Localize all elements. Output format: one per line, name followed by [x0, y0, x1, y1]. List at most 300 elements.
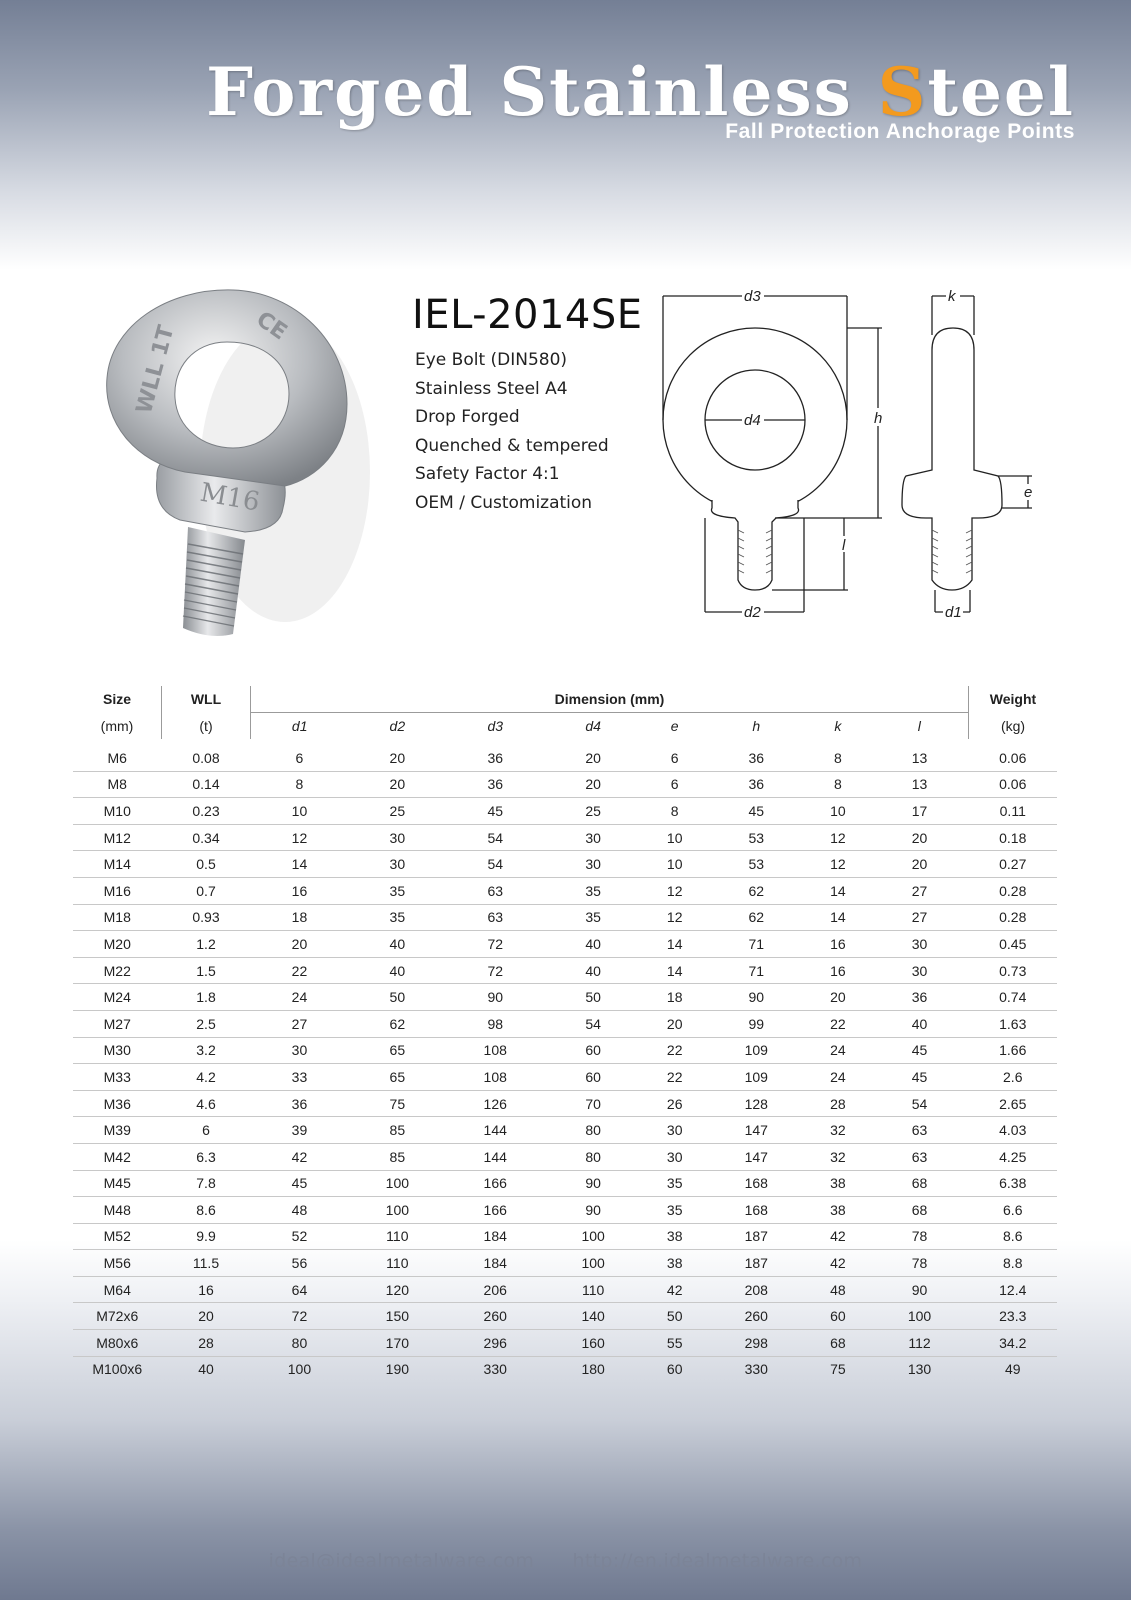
table-cell: 110 — [348, 1223, 446, 1250]
table-cell: 99 — [707, 1010, 805, 1037]
table-cell: 0.27 — [969, 851, 1058, 878]
table-cell: 80 — [251, 1330, 349, 1357]
table-cell: 0.28 — [969, 877, 1058, 904]
footer-url[interactable]: http://en.idealmetalware.com — [572, 1550, 863, 1572]
table-cell: 16 — [251, 877, 349, 904]
table-cell: 8 — [642, 798, 707, 825]
table-cell: 14 — [251, 851, 349, 878]
table-cell: M52 — [73, 1223, 162, 1250]
table-cell: 90 — [707, 984, 805, 1011]
table-cell: 147 — [707, 1143, 805, 1170]
photo-ce-marking: CE — [251, 306, 292, 346]
table-cell: 2.5 — [162, 1010, 251, 1037]
table-cell: 16 — [805, 957, 870, 984]
table-cell: 53 — [707, 824, 805, 851]
table-cell: 10 — [642, 824, 707, 851]
col-e: e — [642, 713, 707, 740]
table-cell: M8 — [73, 771, 162, 798]
table-cell: 85 — [348, 1117, 446, 1144]
table-cell: 0.18 — [969, 824, 1058, 851]
table-cell: 128 — [707, 1090, 805, 1117]
table-cell: M6 — [73, 739, 162, 771]
table-cell: 126 — [446, 1090, 544, 1117]
table-cell: 100 — [544, 1250, 642, 1277]
table-cell: 130 — [907, 1361, 932, 1378]
table-row — [73, 1037, 1057, 1064]
footer-contact — [0, 1550, 1131, 1572]
table-cell: 0.28 — [969, 904, 1058, 931]
table-cell: 54 — [446, 851, 544, 878]
table-cell: 10 — [251, 798, 349, 825]
table-row — [73, 957, 1057, 984]
table-cell: 63 — [446, 904, 544, 931]
table-cell: 49 — [1004, 1361, 1021, 1378]
table-cell: 32 — [805, 1143, 870, 1170]
table-cell: M33 — [73, 1064, 162, 1091]
table-cell: M80x6 — [73, 1330, 162, 1357]
table-cell: 72 — [446, 957, 544, 984]
table-cell: 48 — [805, 1276, 870, 1303]
table-cell: 20 — [348, 771, 446, 798]
table-cell: 30 — [544, 851, 642, 878]
table-cell: 75 — [830, 1361, 846, 1378]
feature-item: Quenched & tempered — [415, 435, 609, 456]
col-weight-header: Weight — [969, 686, 1058, 713]
table-cell: 13 — [871, 771, 969, 798]
table-cell: 45 — [707, 798, 805, 825]
table-cell: 100 — [348, 1170, 446, 1197]
table-cell: 40 — [544, 931, 642, 958]
table-cell: 45 — [871, 1037, 969, 1064]
table-cell: 50 — [642, 1303, 707, 1330]
table-cell: 24 — [805, 1037, 870, 1064]
table-cell: 60 — [805, 1303, 870, 1330]
table-cell: 112 — [871, 1330, 969, 1357]
table-cell: 160 — [544, 1330, 642, 1357]
table-cell: 184 — [446, 1223, 544, 1250]
table-cell: 187 — [707, 1250, 805, 1277]
table-cell: 65 — [348, 1064, 446, 1091]
table-cell: 180 — [581, 1361, 605, 1378]
photo-size-marking: M16 — [197, 477, 262, 518]
table-cell: 30 — [348, 851, 446, 878]
table-cell: M100x6 — [92, 1361, 143, 1378]
table-cell: 68 — [871, 1197, 969, 1224]
table-cell: M24 — [73, 984, 162, 1011]
table-row — [73, 1143, 1057, 1170]
table-cell: M48 — [73, 1197, 162, 1224]
table-cell: 42 — [642, 1276, 707, 1303]
label-l: l — [842, 537, 846, 554]
table-cell: 38 — [805, 1197, 870, 1224]
table-cell: 166 — [446, 1170, 544, 1197]
table-cell: 3.2 — [162, 1037, 251, 1064]
table-cell: 10 — [642, 851, 707, 878]
table-cell: 7.8 — [162, 1170, 251, 1197]
col-wll-header: WLL — [162, 686, 251, 713]
feature-item: OEM / Customization — [415, 492, 593, 513]
table-cell: 35 — [544, 877, 642, 904]
table-cell: 9.9 — [162, 1223, 251, 1250]
col-d3: d3 — [446, 713, 544, 740]
table-cell: 80 — [544, 1117, 642, 1144]
table-row — [73, 824, 1057, 851]
table-cell: M16 — [73, 877, 162, 904]
threaded-shank — [183, 527, 245, 636]
table-cell: M45 — [73, 1170, 162, 1197]
table-cell: 2.6 — [969, 1064, 1058, 1091]
table-cell: 63 — [871, 1143, 969, 1170]
table-row — [73, 1197, 1057, 1224]
table-cell: 1.8 — [162, 984, 251, 1011]
table-cell: 80 — [544, 1143, 642, 1170]
table-cell: 14 — [642, 931, 707, 958]
table-cell: M42 — [73, 1143, 162, 1170]
label-k: k — [948, 290, 956, 305]
table-cell: 20 — [251, 931, 349, 958]
table-cell: 0.23 — [162, 798, 251, 825]
table-cell: 110 — [348, 1250, 446, 1277]
table-cell: 6.38 — [969, 1170, 1058, 1197]
table-cell: 296 — [446, 1330, 544, 1357]
table-row — [73, 1090, 1057, 1117]
table-row — [73, 771, 1057, 798]
table-cell: 35 — [642, 1197, 707, 1224]
table-cell: 62 — [348, 1010, 446, 1037]
table-cell: 55 — [642, 1330, 707, 1357]
col-l: l — [871, 713, 969, 740]
table-cell: 8 — [805, 739, 870, 771]
label-d3: d3 — [744, 290, 761, 305]
title-main: Forged Stainless — [206, 53, 878, 131]
table-cell: M12 — [73, 824, 162, 851]
table-cell: 27 — [871, 877, 969, 904]
eye-bolt-photo — [85, 282, 385, 652]
table-cell: 30 — [871, 957, 969, 984]
table-cell: 27 — [871, 904, 969, 931]
table-cell: 108 — [446, 1037, 544, 1064]
table-cell: 20 — [642, 1010, 707, 1037]
table-row — [73, 1303, 1057, 1330]
table-cell: 187 — [707, 1223, 805, 1250]
table-cell: 38 — [805, 1170, 870, 1197]
table-cell: 6 — [642, 739, 707, 771]
table-cell: 65 — [348, 1037, 446, 1064]
table-cell: 166 — [446, 1197, 544, 1224]
table-cell: 8.8 — [969, 1250, 1058, 1277]
table-cell: 78 — [871, 1223, 969, 1250]
table-cell: 144 — [446, 1117, 544, 1144]
table-cell: 0.14 — [162, 771, 251, 798]
table-cell: 60 — [544, 1037, 642, 1064]
table-cell: 0.34 — [162, 824, 251, 851]
table-cell: 298 — [707, 1330, 805, 1357]
table-cell: 14 — [642, 957, 707, 984]
table-cell: 90 — [544, 1197, 642, 1224]
table-cell: 1.63 — [969, 1010, 1058, 1037]
col-d1: d1 — [251, 713, 349, 740]
table-cell: M64 — [73, 1276, 162, 1303]
table-cell: 35 — [642, 1170, 707, 1197]
table-cell: 20 — [871, 824, 969, 851]
table-cell: 20 — [544, 771, 642, 798]
table-cell: 90 — [871, 1276, 969, 1303]
table-cell: 27 — [251, 1010, 349, 1037]
table-body — [73, 739, 1057, 1382]
table-cell: 40 — [544, 957, 642, 984]
label-h: h — [874, 410, 883, 427]
table-cell: 0.06 — [969, 739, 1058, 771]
table-cell: 50 — [544, 984, 642, 1011]
table-cell: M27 — [73, 1010, 162, 1037]
table-cell: 42 — [805, 1223, 870, 1250]
table-cell: 8 — [251, 771, 349, 798]
table-cell: 90 — [544, 1170, 642, 1197]
table-cell: 24 — [251, 984, 349, 1011]
table-cell: 0.93 — [162, 904, 251, 931]
table-cell: M56 — [73, 1250, 162, 1277]
table-row — [73, 984, 1057, 1011]
table-cell: 40 — [198, 1361, 214, 1378]
table-cell: 100 — [544, 1223, 642, 1250]
table-cell: 16 — [162, 1276, 251, 1303]
table-row — [73, 1330, 1057, 1357]
table-cell: 28 — [805, 1090, 870, 1117]
table-cell: M30 — [73, 1037, 162, 1064]
table-row — [73, 798, 1057, 825]
table-cell: 4.6 — [162, 1090, 251, 1117]
table-cell: 4.25 — [969, 1143, 1058, 1170]
table-cell: 184 — [446, 1250, 544, 1277]
table-cell: 14 — [805, 904, 870, 931]
table-cell: 110 — [544, 1276, 642, 1303]
technical-drawing — [660, 290, 1070, 630]
table-cell: 150 — [348, 1303, 446, 1330]
table-cell: M36 — [73, 1090, 162, 1117]
table-cell: M20 — [73, 931, 162, 958]
table-cell: 68 — [871, 1170, 969, 1197]
table-cell: 190 — [385, 1361, 410, 1378]
table-row — [73, 1117, 1057, 1144]
table-row — [73, 1356, 1057, 1382]
table-cell: 71 — [707, 957, 805, 984]
table-cell: 36 — [446, 771, 544, 798]
table-cell: 6.6 — [969, 1197, 1058, 1224]
table-cell: 1.2 — [162, 931, 251, 958]
table-cell: 260 — [707, 1303, 805, 1330]
table-row — [73, 877, 1057, 904]
table-cell: 45 — [446, 798, 544, 825]
table-row — [73, 931, 1057, 958]
table-row — [73, 1250, 1057, 1277]
table-cell: 36 — [251, 1090, 349, 1117]
table-cell: 30 — [251, 1037, 349, 1064]
col-d2: d2 — [348, 713, 446, 740]
table-cell: 330 — [744, 1361, 768, 1378]
table-cell: 16 — [805, 931, 870, 958]
table-cell: 38 — [642, 1250, 707, 1277]
table-cell: 14 — [805, 877, 870, 904]
table-cell: 330 — [483, 1361, 507, 1378]
table-cell: 260 — [446, 1303, 544, 1330]
col-d4: d4 — [544, 713, 642, 740]
table-cell: 26 — [642, 1090, 707, 1117]
table-cell: 54 — [544, 1010, 642, 1037]
table-cell: 33 — [251, 1064, 349, 1091]
table-cell: 53 — [707, 851, 805, 878]
table-cell: 22 — [805, 1010, 870, 1037]
table-cell: 64 — [251, 1276, 349, 1303]
table-cell: 8.6 — [162, 1197, 251, 1224]
table-cell: 35 — [348, 904, 446, 931]
feature-item: Safety Factor 4:1 — [415, 464, 560, 484]
table-cell: 30 — [544, 824, 642, 851]
label-d1: d1 — [945, 604, 962, 621]
table-cell: 63 — [871, 1117, 969, 1144]
table-cell: 70 — [544, 1090, 642, 1117]
feature-list — [415, 346, 609, 517]
table-cell: 0.74 — [969, 984, 1058, 1011]
table-row — [73, 1170, 1057, 1197]
table-cell: 8 — [805, 771, 870, 798]
title-rest: teel — [927, 53, 1075, 131]
table-cell: 12 — [805, 851, 870, 878]
table-cell: M14 — [73, 851, 162, 878]
table-cell: 0.5 — [162, 851, 251, 878]
table-cell: 2.65 — [969, 1090, 1058, 1117]
table-cell: 208 — [707, 1276, 805, 1303]
table-cell: 12 — [642, 877, 707, 904]
table-cell: 85 — [348, 1143, 446, 1170]
table-row — [73, 1010, 1057, 1037]
table-cell: 62 — [707, 904, 805, 931]
table-cell: 22 — [642, 1037, 707, 1064]
table-cell: 28 — [162, 1330, 251, 1357]
table-cell: 36 — [871, 984, 969, 1011]
table-cell: 60 — [544, 1064, 642, 1091]
table-cell: 40 — [348, 931, 446, 958]
label-d2: d2 — [744, 604, 761, 621]
table-cell: 0.73 — [969, 957, 1058, 984]
table-row — [73, 904, 1057, 931]
table-cell: 168 — [707, 1197, 805, 1224]
wll-unit: (t) — [162, 713, 251, 740]
table-cell: 12 — [251, 824, 349, 851]
table-cell: 108 — [446, 1064, 544, 1091]
table-cell: 0.08 — [162, 739, 251, 771]
feature-item: Eye Bolt (DIN580) — [415, 350, 568, 370]
page-subtitle: Fall Protection Anchorage Points — [725, 120, 1075, 143]
photo-brand-marking: WLL 1T — [131, 322, 180, 417]
label-e: e — [1024, 484, 1033, 501]
table-cell: 22 — [642, 1064, 707, 1091]
table-cell: 20 — [544, 739, 642, 771]
table-cell: 39 — [251, 1117, 349, 1144]
table-cell: 45 — [871, 1064, 969, 1091]
table-cell: 35 — [544, 904, 642, 931]
table-cell: 63 — [446, 877, 544, 904]
table-cell: 22 — [251, 957, 349, 984]
table-cell: 1.5 — [162, 957, 251, 984]
dimension-table — [73, 686, 1057, 1382]
table-cell: 32 — [805, 1117, 870, 1144]
table-cell: M22 — [73, 957, 162, 984]
table-cell: 20 — [162, 1303, 251, 1330]
feature-item: Stainless Steel A4 — [415, 378, 568, 399]
table-cell: 100 — [287, 1361, 312, 1378]
table-cell: 0.11 — [969, 798, 1058, 825]
table-cell: 45 — [251, 1170, 349, 1197]
table-cell: 24 — [805, 1064, 870, 1091]
table-cell: 170 — [348, 1330, 446, 1357]
feature-item: Drop Forged — [415, 407, 520, 427]
col-k: k — [805, 713, 870, 740]
table-cell: 100 — [871, 1303, 969, 1330]
table-cell: 62 — [707, 877, 805, 904]
table-cell: 147 — [707, 1117, 805, 1144]
weight-unit: (kg) — [969, 713, 1058, 740]
table-cell: 1.66 — [969, 1037, 1058, 1064]
table-cell: 48 — [251, 1197, 349, 1224]
table-row — [73, 1223, 1057, 1250]
footer-email[interactable]: ideal@idealmetalware.com — [268, 1550, 535, 1572]
table-row — [73, 851, 1057, 878]
table-cell: 6.3 — [162, 1143, 251, 1170]
table-cell: 109 — [707, 1064, 805, 1091]
table-cell: 4.2 — [162, 1064, 251, 1091]
table-cell: 0.45 — [969, 931, 1058, 958]
table-cell: 0.7 — [162, 877, 251, 904]
table-cell: M39 — [73, 1117, 162, 1144]
table-cell: 12 — [642, 904, 707, 931]
table-cell: 78 — [871, 1250, 969, 1277]
table-cell: 23.3 — [969, 1303, 1058, 1330]
table-cell: M18 — [73, 904, 162, 931]
table-cell: 75 — [348, 1090, 446, 1117]
table-cell: 34.2 — [969, 1330, 1058, 1357]
col-size-header: Size — [73, 686, 162, 713]
table-cell: 0.06 — [969, 771, 1058, 798]
table-cell: 42 — [805, 1250, 870, 1277]
table-cell: 20 — [348, 739, 446, 771]
table-cell: 20 — [871, 851, 969, 878]
table-row — [73, 1064, 1057, 1091]
table-cell: 40 — [871, 1010, 969, 1037]
table-cell: M72x6 — [73, 1303, 162, 1330]
table-cell: 25 — [544, 798, 642, 825]
table-cell: 206 — [446, 1276, 544, 1303]
table-cell: 72 — [251, 1303, 349, 1330]
table-cell: 36 — [707, 771, 805, 798]
table-cell: 10 — [805, 798, 870, 825]
col-h: h — [707, 713, 805, 740]
table-cell: 68 — [805, 1330, 870, 1357]
table-cell: 42 — [251, 1143, 349, 1170]
table-cell: 25 — [348, 798, 446, 825]
table-cell: 6 — [251, 739, 349, 771]
table-cell: 60 — [666, 1361, 683, 1378]
product-model: IEL-2014SE — [412, 292, 643, 338]
table-cell: 144 — [446, 1143, 544, 1170]
table-cell: 18 — [251, 904, 349, 931]
table-cell: 6 — [162, 1117, 251, 1144]
table-cell: 72 — [446, 931, 544, 958]
table-cell: 12 — [805, 824, 870, 851]
table-cell: 98 — [446, 1010, 544, 1037]
size-unit: (mm) — [73, 713, 162, 740]
table-cell: 140 — [544, 1303, 642, 1330]
table-cell: 6 — [642, 771, 707, 798]
